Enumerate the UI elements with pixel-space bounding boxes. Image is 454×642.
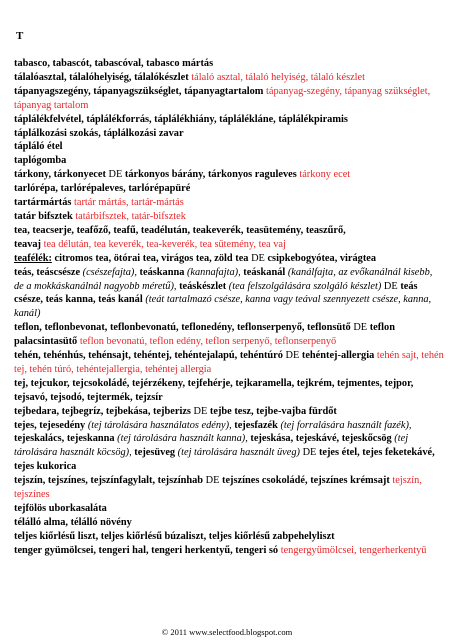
entry-term: tápláló étel: [14, 141, 63, 153]
entry-term: citromos tea, ötórai tea, virágos tea, zöld tea: [51, 252, 249, 264]
entry-connector: DE: [190, 405, 210, 417]
entry-term: télálló alma, télálló növény: [14, 516, 132, 528]
entry-term: tej, tejcukor, tejcsokoládé, tejérzékeny, tejfehérje, tejkaramella, tejkrém, tejmentes, tejpor, tejsavó, tejsodó, tejtermék, tejzsír: [14, 377, 414, 403]
dictionary-entry: [14, 238, 444, 252]
dictionary-entry: [14, 405, 444, 419]
entry-connector: DE: [105, 169, 125, 181]
entry-category: teafélék:: [14, 252, 52, 264]
dictionary-entry: [14, 516, 444, 530]
entry-list: [14, 57, 444, 558]
dictionary-entry: [14, 544, 444, 558]
entry-term: tatár bifsztek: [14, 210, 73, 222]
entry-note: (tea felszolgálására szolgáló készlet): [226, 280, 382, 292]
entry-note: (csészefajta),: [80, 266, 140, 278]
entry-term: tárkony, tárkonyecet: [14, 169, 106, 181]
dictionary-entry: [14, 266, 444, 322]
page-footer: © 2011 www.selectfood.blogspot.com: [161, 627, 293, 637]
entry-connector: DE: [248, 252, 268, 264]
entry-term: tejbedara, tejbegríz, tejbekása, tejberizs: [14, 405, 191, 417]
entry-term: tartármártás: [14, 197, 72, 209]
entry-term: tápanyagszegény, tápanyagszükséglet, tápanyagtartalom: [14, 85, 264, 97]
entry-term: tejeskalács, tejeskanna: [14, 433, 115, 445]
entry-term: tejfölös uborkasaláta: [14, 503, 107, 514]
entry-incorrect-form: tárkony ecet: [296, 169, 351, 181]
entry-connector: DE: [299, 447, 319, 459]
dictionary-entry: [14, 182, 444, 196]
entry-term: teáskanál: [243, 266, 286, 278]
entry-note: (kanálfajta, az evőkanálnál kisebb, de a mokkáskanálnál nagyobb méretű),: [14, 266, 433, 292]
dictionary-entry: [14, 530, 444, 544]
entry-term: tehén, tehénhús, tehénsajt, tehéntej, tehéntejalapú, tehéntúró: [14, 350, 283, 362]
entry-term: tejbe tesz, tejbe-vajba fürdőt: [209, 405, 337, 417]
dictionary-entry: [14, 57, 444, 71]
dictionary-entry: [14, 419, 444, 475]
entry-term: teás, teáscsésze: [14, 266, 81, 278]
entry-term: tejesüveg: [134, 447, 176, 459]
dictionary-entry: [14, 321, 444, 349]
dictionary-entry: [14, 127, 444, 141]
entry-term: tabasco, tabascót, tabascóval, tabasco mártás: [14, 58, 214, 69]
entry-term: tejes, tejesedény: [14, 419, 86, 431]
entry-term: táplálékfelvétel, táplálékforrás, táplálékhiány, táplálékláne, táplálékpiramis: [14, 113, 348, 125]
entry-incorrect-form: tejszín, tejszínes: [14, 475, 422, 501]
entry-term: tejes étel, tejes feketekávé, tejes kukorica: [14, 447, 435, 473]
dictionary-entry: [14, 224, 444, 238]
entry-term: tea, teacserje, teafőző, teafű, teadélután, teakeverék, teasütemény, teaszűrő,: [14, 224, 346, 236]
section-letter: T: [16, 30, 24, 42]
entry-note: (tej tárolására használt köcsög),: [14, 433, 409, 459]
entry-term: teflon palacsintasütő: [14, 322, 395, 348]
entry-incorrect-form: teflon bevonatú, teflon edény, teflon serpenyő, teflonserpenyő: [77, 336, 337, 348]
entry-term: tejesfazék: [234, 419, 278, 431]
entry-term: teás csésze, teás kanna, teás kanál: [14, 280, 418, 306]
entry-note: (tej tárolására használt üveg): [175, 447, 300, 459]
entry-term: teavaj: [14, 238, 41, 250]
entry-term: taplógomba: [14, 155, 67, 167]
entry-connector: DE: [381, 280, 401, 292]
entry-connector: DE: [350, 322, 370, 334]
dictionary-entry: [14, 71, 444, 85]
dictionary-entry: [14, 168, 444, 182]
entry-incorrect-form: tatárbifsztek, tatár-bifsztek: [72, 210, 186, 222]
entry-term: teflon, teflonbevonat, teflonbevonatú, teflonedény, teflonserpenyő, teflonsütő: [14, 322, 351, 334]
entry-note: (tej forralására használt fazék),: [277, 419, 412, 431]
dictionary-entry: [14, 154, 444, 168]
entry-term: tenger gyümölcsei, tengeri hal, tengeri herkentyű, tengeri só: [14, 544, 279, 556]
entry-connector: DE: [203, 475, 222, 487]
dictionary-entry: [14, 474, 444, 502]
entry-incorrect-form: tartár mártás, tartár-mártás: [71, 197, 184, 209]
dictionary-entry: [14, 252, 444, 266]
entry-incorrect-form: tápanyag-szegény, tápanyag szükséglet, tápanyag tartalom: [14, 85, 431, 111]
entry-term: teáskanna: [139, 266, 185, 278]
entry-note: (tej tárolására használt kanna),: [114, 433, 251, 445]
entry-term: tejszín, tejszínes, tejszínfagylalt, tejszínhab: [14, 475, 204, 487]
entry-note: (kannafajta),: [184, 266, 244, 278]
entry-term: tarlórépa, tarlórépaleves, tarlórépapüré: [14, 183, 191, 195]
entry-note: (tej tárolására használatos edény),: [85, 419, 235, 431]
dictionary-entry: [14, 349, 444, 377]
entry-term: tehéntej-allergia: [301, 350, 375, 362]
entry-incorrect-form: tehén sajt, tehén tej, tehén túró, tehéntejallergia, tehéntej allergia: [14, 350, 444, 375]
dictionary-entry: [14, 502, 444, 516]
dictionary-entry: [14, 140, 444, 154]
dictionary-entry: [14, 210, 444, 224]
dictionary-entry: [14, 196, 444, 210]
entry-note: (teát tartalmazó csésze, kanna vagy teával szennyezett csésze, kanna, kanál): [14, 294, 432, 320]
entry-term: tejszínes csokoládé, tejszínes krémsajt: [222, 475, 390, 487]
entry-incorrect-form: tea délután, tea keverék, tea-keverék, tea sütemény, tea vaj: [41, 238, 286, 250]
dictionary-entry: [14, 377, 444, 405]
entry-term: csipkebogyótea, virágtea: [267, 252, 377, 264]
entry-term: táplálkozási szokás, táplálkozási zavar: [14, 127, 184, 139]
entry-term: tálalóasztal, tálalóhelyiség, tálalókészlet: [14, 71, 189, 83]
dictionary-entry: [14, 113, 444, 127]
entry-incorrect-form: tengergyümölcsei, tengerherkentyű: [278, 544, 427, 556]
entry-term: teáskészlet: [179, 280, 227, 292]
dictionary-entry: [14, 85, 444, 113]
entry-term: tejeskása, tejeskávé, tejeskőcsög: [250, 433, 392, 445]
entry-term: tárkonyos bárány, tárkonyos raguleves: [124, 169, 297, 181]
entry-incorrect-form: tálaló asztal, tálaló helyiség, tálaló készlet: [188, 71, 366, 83]
entry-term: teljes kiőrlésű liszt, teljes kiőrlésű búzaliszt, teljes kiőrlésű zabpehelyliszt: [14, 530, 335, 542]
entry-connector: DE: [282, 350, 302, 362]
